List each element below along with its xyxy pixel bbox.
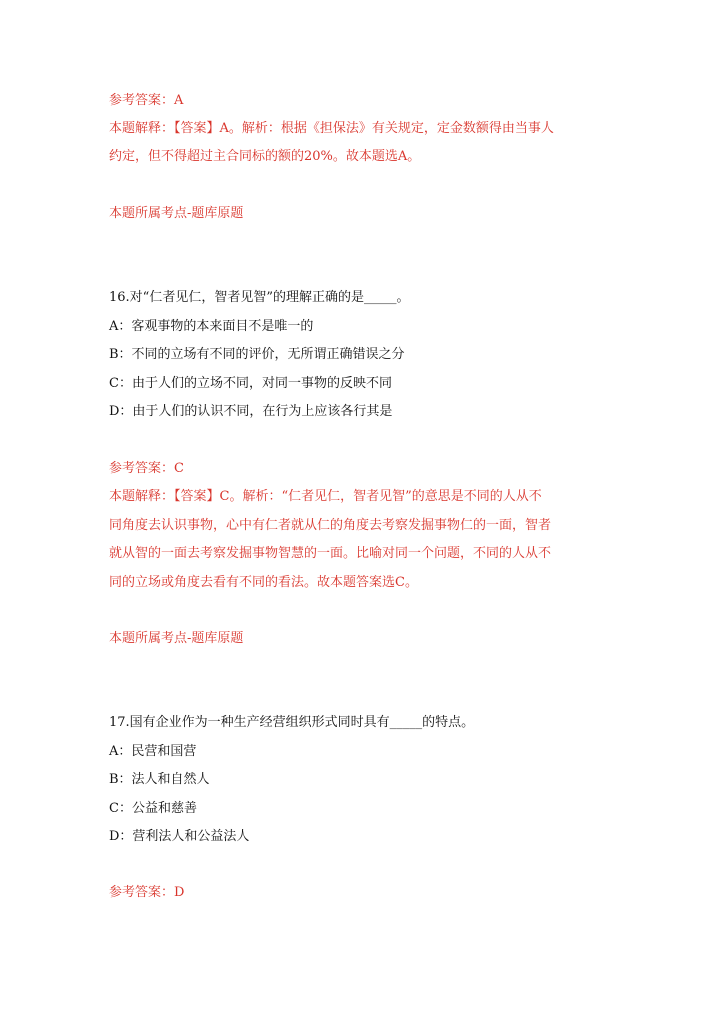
question-17-option-b: B：法人和自然人: [109, 772, 210, 787]
question-17-option-d: D：营利法人和公益法人: [109, 829, 250, 844]
question-16-option-c: C：由于人们的立场不同，对同一事物的反映不同: [109, 376, 392, 391]
answer-label-17: 参考答案：D: [109, 885, 185, 900]
answer-label-16: 参考答案：C: [109, 461, 184, 476]
answer-label-prev: 参考答案：A: [109, 93, 184, 108]
explanation-16-line-1: 本题解释：【答案】C。解析：“仁者见仁，智者见智”的意思是不同的人从不: [109, 489, 542, 504]
source-label-prev: 本题所属考点-题库原题: [109, 206, 244, 221]
source-label-16: 本题所属考点-题库原题: [109, 631, 244, 646]
question-17-stem: 17.国有企业作为一种生产经营组织形式同时具有_____的特点。: [109, 715, 475, 730]
explanation-16-line-4: 同的立场或角度去看有不同的看法。故本题答案选C。: [109, 575, 418, 590]
question-17-option-c: C：公益和慈善: [109, 801, 197, 816]
question-16-stem: 16.对“仁者见仁，智者见智”的理解正确的是_____。: [109, 290, 410, 305]
question-16-option-a: A：客观事物的本来面目不是唯一的: [109, 319, 314, 334]
explanation-line-prev-1: 本题解释：【答案】A。解析：根据《担保法》有关规定，定金数额得由当事人: [109, 121, 554, 136]
question-16-option-b: B：不同的立场有不同的评价，无所谓正确错误之分: [109, 347, 405, 362]
explanation-line-prev-2: 约定，但不得超过主合同标的额的20%。故本题选A。: [109, 149, 421, 164]
explanation-16-line-2: 同角度去认识事物，心中有仁者就从仁的角度去考察发掘事物仁的一面，智者: [109, 518, 552, 533]
explanation-16-line-3: 就从智的一面去考察发掘事物智慧的一面。比喻对同一个问题，不同的人从不: [109, 546, 552, 561]
question-16-option-d: D：由于人们的认识不同，在行为上应该各行其是: [109, 404, 393, 419]
question-17-option-a: A：民营和国营: [109, 744, 197, 759]
